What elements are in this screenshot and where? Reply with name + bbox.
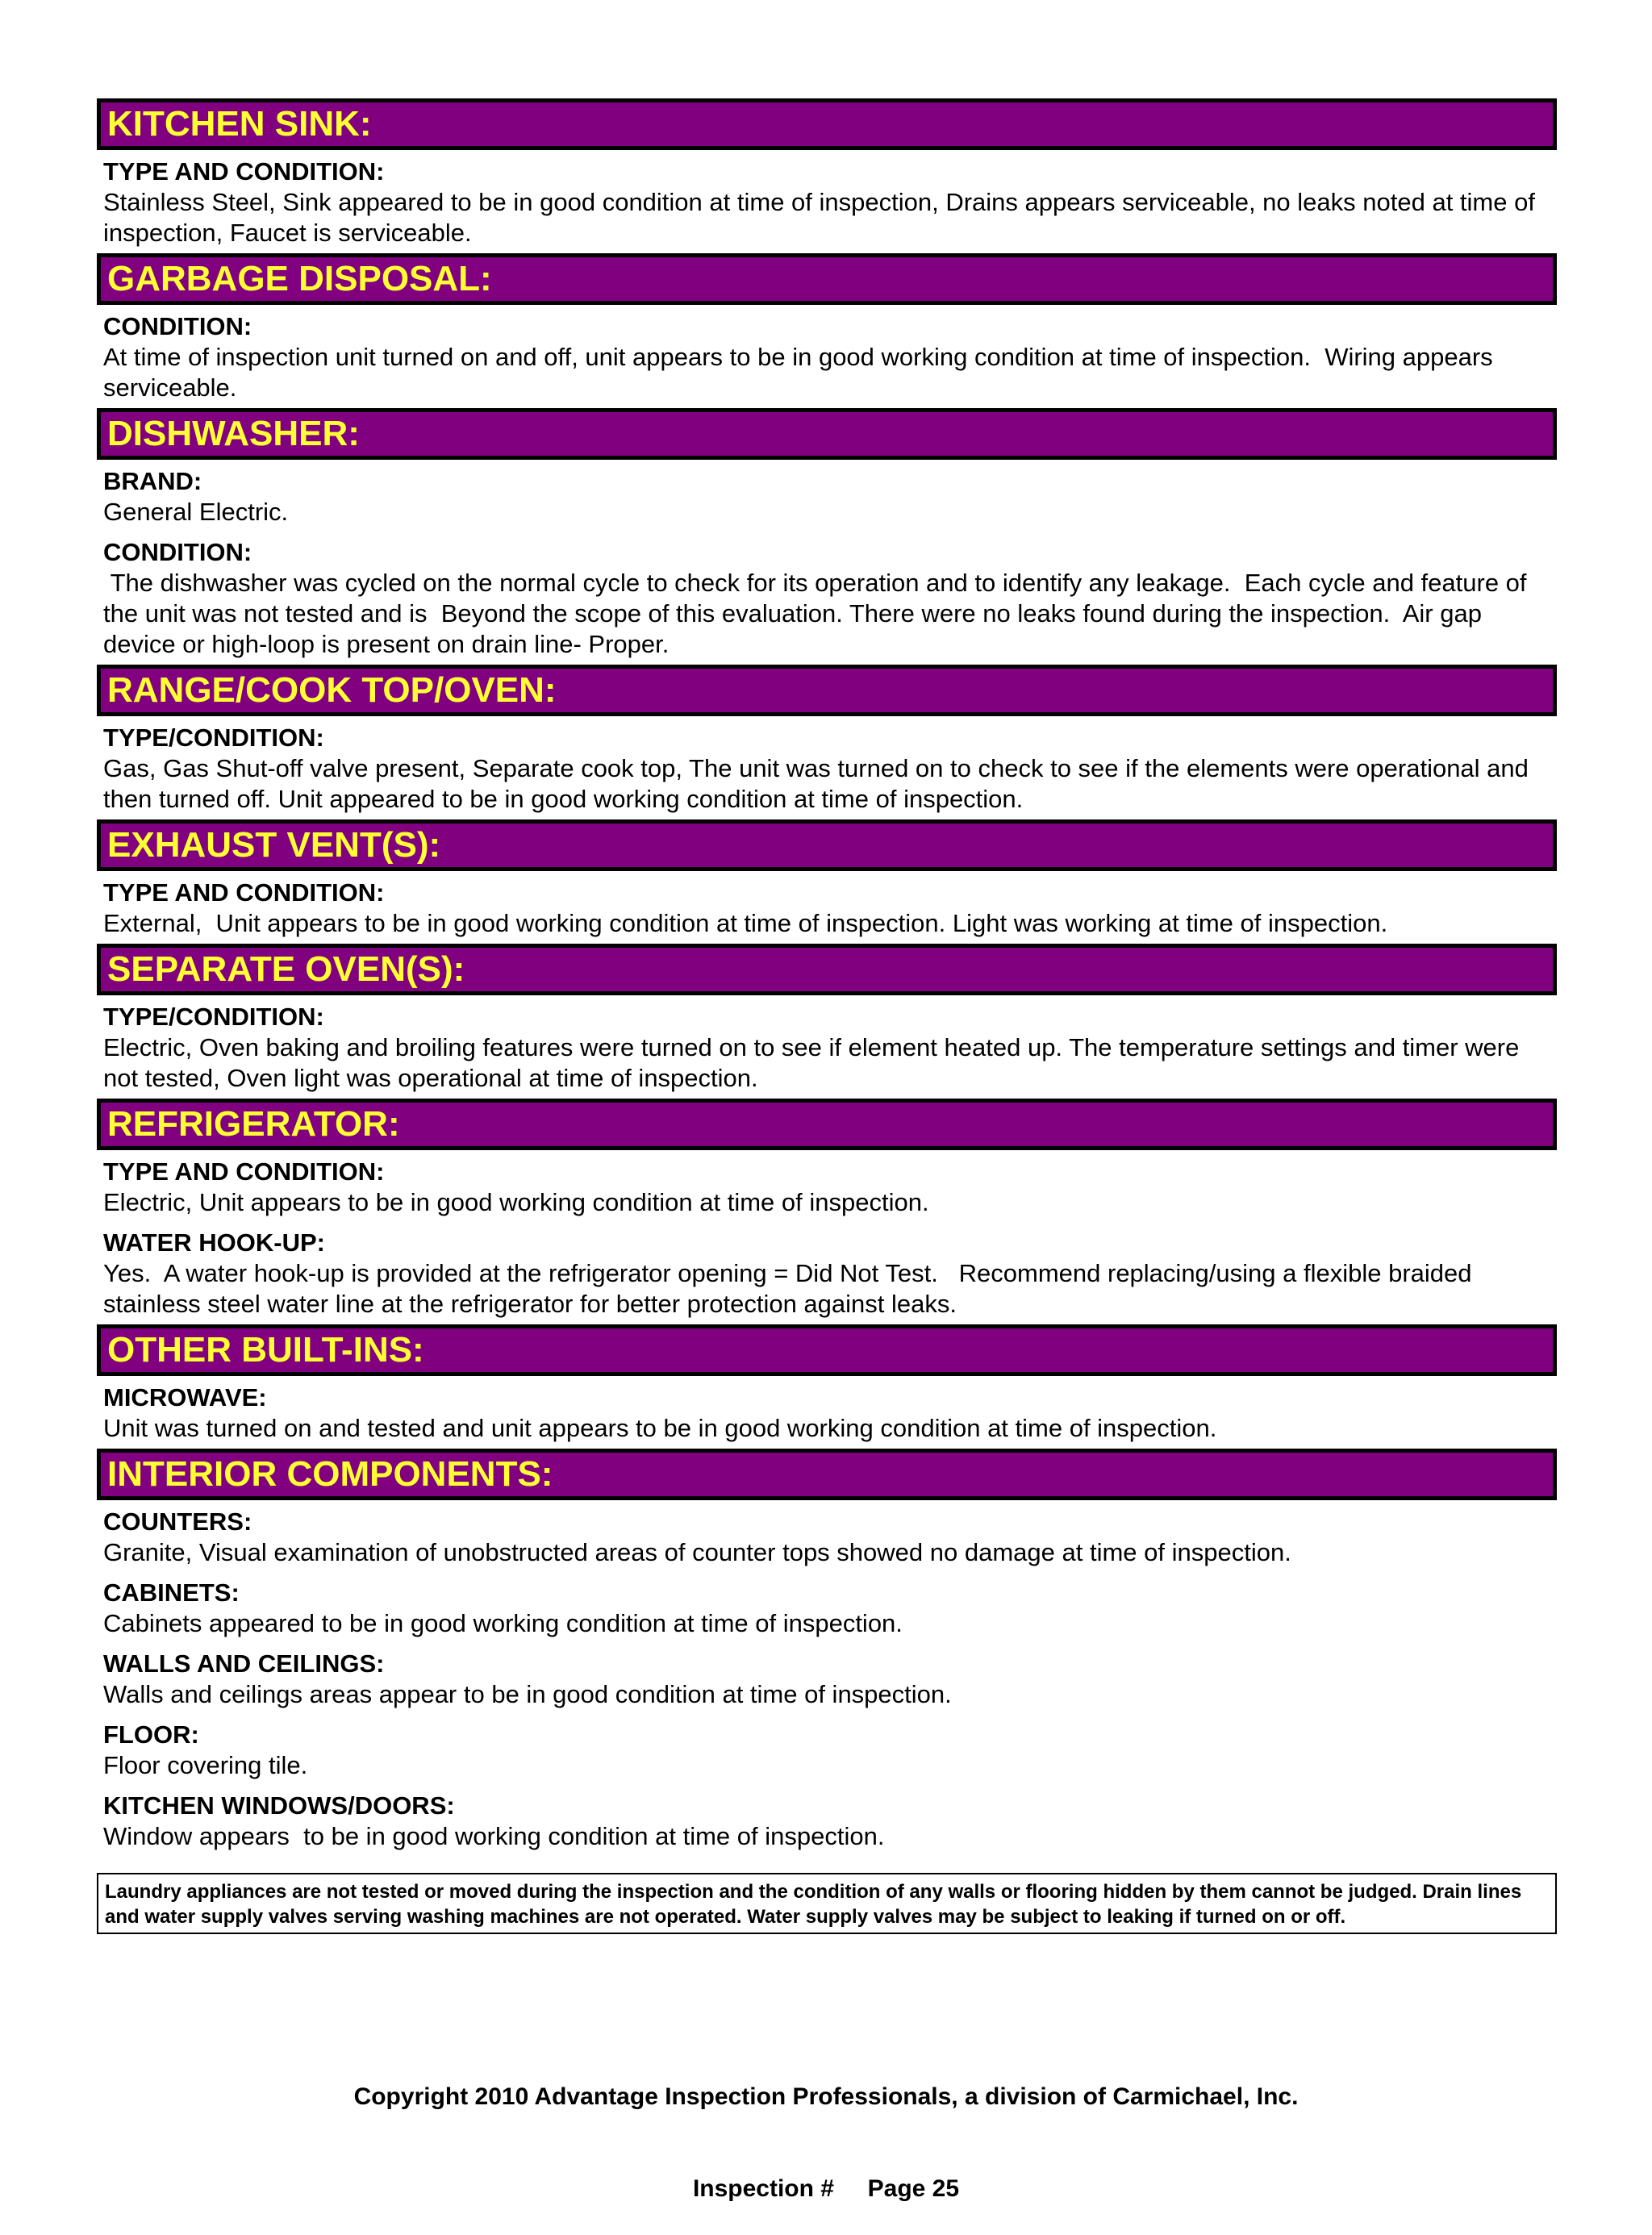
inspection-item <box>103 466 1549 527</box>
item-text: Gas, Gas Shut-off valve present, Separate cook top, The unit was turned on to check to see if the elements were operational and then turned off. Unit appeared to be in good working condition at time of inspection. <box>103 754 1536 813</box>
item-label: TYPE AND CONDITION: <box>103 157 385 186</box>
inspection-item <box>103 1157 1549 1218</box>
item-text: Window appears to be in good working condition at time of inspection. <box>103 1822 885 1850</box>
item-text: Unit was turned on and tested and unit appears to be in good working condition at time of inspection. <box>103 1414 1217 1442</box>
section-header: GARBAGE DISPOSAL: <box>97 253 1557 305</box>
inspection-item <box>103 156 1549 248</box>
section-header: EXHAUST VENT(S): <box>97 819 1557 871</box>
item-text: At time of inspection unit turned on and off, unit appears to be in good working condition at time of inspection. Wiring appears serviceable. <box>103 343 1500 402</box>
item-label: FLOOR: <box>103 1720 199 1749</box>
section-header: INTERIOR COMPONENTS: <box>97 1449 1557 1500</box>
inspection-item <box>103 311 1549 403</box>
inspection-item <box>103 537 1549 660</box>
laundry-note: Laundry appliances are not tested or moved during the inspection and the condition of any walls or flooring hidden by them cannot be judged. Drain lines and water supply valves serving washing machines are not operated. Water supply valves may be subject to leaking if turned on or off. <box>97 1873 1557 1934</box>
item-label: TYPE AND CONDITION: <box>103 1157 385 1186</box>
section-header: OTHER BUILT-INS: <box>97 1324 1557 1376</box>
item-text: Electric, Oven baking and broiling features were turned on to see if element heated up. The temperature settings and timer were not tested, Oven light was operational at time of inspection. <box>103 1033 1526 1092</box>
footer-page-info: Inspection # Page 25 <box>692 2175 960 2202</box>
section <box>97 253 1557 408</box>
item-label: MICROWAVE: <box>103 1383 267 1411</box>
section <box>97 665 1557 819</box>
section <box>97 408 1557 665</box>
item-label: BRAND: <box>103 467 202 495</box>
page-footer <box>0 2020 1652 2235</box>
inspection-item <box>103 878 1549 939</box>
item-text: Cabinets appeared to be in good working condition at time of inspection. <box>103 1609 903 1637</box>
item-label: CABINETS: <box>103 1578 240 1607</box>
item-label: CONDITION: <box>103 312 252 340</box>
section <box>97 1449 1557 1857</box>
item-text: External, Unit appears to be in good working condition at time of inspection. Light was working at time of inspection. <box>103 909 1388 937</box>
item-text: Granite, Visual examination of unobstructed areas of counter tops showed no damage at time of inspection. <box>103 1538 1291 1566</box>
section-body <box>97 1500 1557 1857</box>
report-sections <box>97 98 1557 1857</box>
section-header: RANGE/COOK TOP/OVEN: <box>97 665 1557 716</box>
section-body <box>97 1150 1557 1324</box>
item-text: Walls and ceilings areas appear to be in good condition at time of inspection. <box>103 1680 952 1708</box>
section <box>97 1099 1557 1324</box>
item-label: WATER HOOK-UP: <box>103 1228 325 1257</box>
inspection-item <box>103 1228 1549 1320</box>
report-content <box>97 98 1557 1934</box>
item-text: Electric, Unit appears to be in good working condition at time of inspection. <box>103 1188 929 1216</box>
section-header: DISHWASHER: <box>97 408 1557 460</box>
section-body <box>97 150 1557 253</box>
item-label: TYPE/CONDITION: <box>103 723 324 752</box>
inspection-item <box>103 1382 1549 1444</box>
item-text: Stainless Steel, Sink appeared to be in good condition at time of inspection, Drains appears serviceable, no leaks noted at time of inspection, Faucet is serviceable. <box>103 188 1542 247</box>
inspection-item <box>103 1649 1549 1710</box>
section-header: REFRIGERATOR: <box>97 1099 1557 1150</box>
inspection-item <box>103 723 1549 815</box>
section <box>97 944 1557 1099</box>
section <box>97 819 1557 944</box>
item-label: TYPE/CONDITION: <box>103 1003 324 1031</box>
item-label: COUNTERS: <box>103 1507 252 1536</box>
section-header: KITCHEN SINK: <box>97 98 1557 150</box>
item-label: CONDITION: <box>103 538 252 566</box>
section-body <box>97 716 1557 819</box>
section-body <box>97 1376 1557 1449</box>
section-body <box>97 995 1557 1099</box>
section <box>97 1324 1557 1449</box>
section-body <box>97 305 1557 408</box>
inspection-item <box>103 1507 1549 1568</box>
inspection-item <box>103 1578 1549 1639</box>
footer-copyright: Copyright 2010 Advantage Inspection Professionals, a division of Carmichael, Inc. <box>353 2083 1299 2110</box>
inspection-item <box>103 1002 1549 1094</box>
item-label: TYPE AND CONDITION: <box>103 878 385 907</box>
section-body <box>97 460 1557 665</box>
section <box>97 98 1557 253</box>
section-header: SEPARATE OVEN(S): <box>97 944 1557 995</box>
inspection-item <box>103 1720 1549 1781</box>
item-text: Floor covering tile. <box>103 1751 308 1779</box>
item-text: General Electric. <box>103 498 289 526</box>
item-label: KITCHEN WINDOWS/DOORS: <box>103 1791 455 1820</box>
item-label: WALLS AND CEILINGS: <box>103 1649 385 1678</box>
section-body <box>97 871 1557 944</box>
inspection-item <box>103 1791 1549 1852</box>
item-text: Yes. A water hook-up is provided at the refrigerator opening = Did Not Test. Recommend replacing/using a flexible braided stainless steel water line at the refrigerator for better protection against leaks. <box>103 1259 1479 1318</box>
item-text: The dishwasher was cycled on the normal cycle to check for its operation and to identify any leakage. Each cycle and feature of the unit was not tested and is Beyond the scope of this evaluation. There were no leaks found during the inspection. Air gap device or high-loop is present on drain line- Proper. <box>103 569 1534 658</box>
